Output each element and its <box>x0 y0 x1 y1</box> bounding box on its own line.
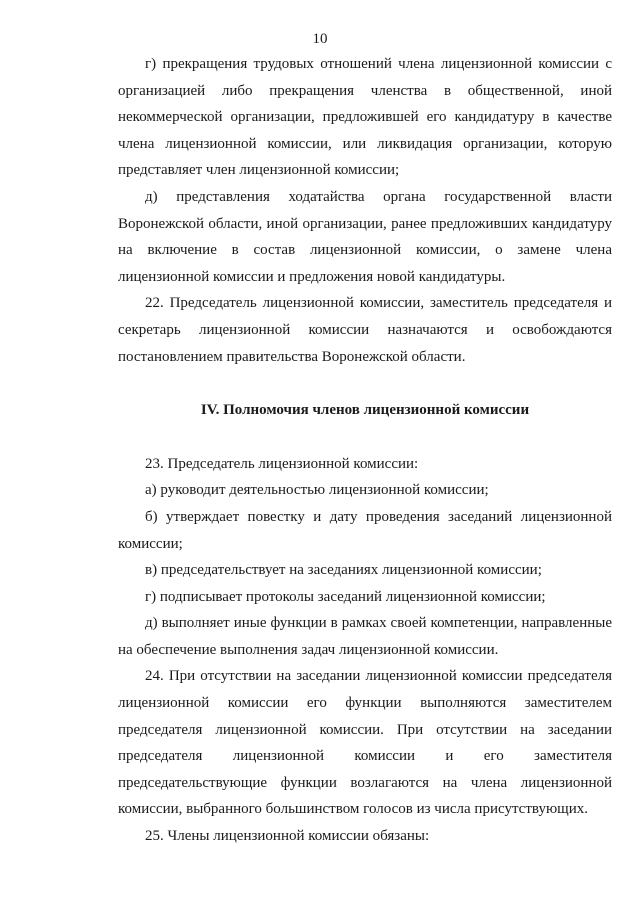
section-spacer <box>118 424 612 451</box>
paragraph-clause-d: д) представления ходатайства органа государственной власти Воронежской области, иной организации, ранее предложивших кандидатуру на включение в состав лицензионной комиссии, о замене члена лицензионной комиссии и предложения новой кандидатуры. <box>118 188 612 285</box>
page-number: 10 <box>312 31 328 47</box>
paragraph-23-v: в) председательствует на заседаниях лицензионной комиссии; <box>145 562 542 579</box>
section-spacer <box>118 370 612 397</box>
paragraph-23-d: д) выполняет иные функции в рамках своей компетенции, направленные на обеспечение выполнения задач лицензионной комиссии. <box>118 615 612 658</box>
paragraph-23-g: г) подписывает протоколы заседаний лицензионной комиссии; <box>145 588 546 605</box>
paragraph-23: 23. Председатель лицензионной комиссии: <box>145 455 419 472</box>
paragraph-25: 25. Члены лицензионной комиссии обязаны: <box>145 828 430 845</box>
document-body <box>118 51 612 850</box>
paragraph-23-b: б) утверждает повестку и дату проведения заседаний лицензионной комиссии; <box>118 508 612 552</box>
section-heading: IV. Полномочия членов лицензионной комиссии <box>200 402 530 419</box>
paragraph-24: 24. При отсутствии на заседании лицензионной комиссии председателя лицензионной комиссии его функции выполняются заместителем председателя лицензионной комиссии. При отсутствии на заседании председателя лицензионной комиссии и его заместителя председательствующие функции возлагаются на члена лицензионной комиссии, выбранного большинством голосов из числа присутствующих. <box>118 668 612 818</box>
paragraph-clause-g: г) прекращения трудовых отношений члена лицензионной комиссии с организацией либо прекращения членства в общественной, иной некоммерческой организации, предложившей его кандидатуру в качестве члена лицензионной комиссии, или ликвидация организации, которую представляет член лицензионной комиссии; <box>118 56 612 179</box>
paragraph-22: 22. Председатель лицензионной комиссии, заместитель председателя и секретарь лицензионной комиссии назначаются и освобождаются постановлением правительства Воронежской области. <box>118 295 612 365</box>
paragraph-23-a: а) руководит деятельностью лицензионной комиссии; <box>145 482 489 499</box>
